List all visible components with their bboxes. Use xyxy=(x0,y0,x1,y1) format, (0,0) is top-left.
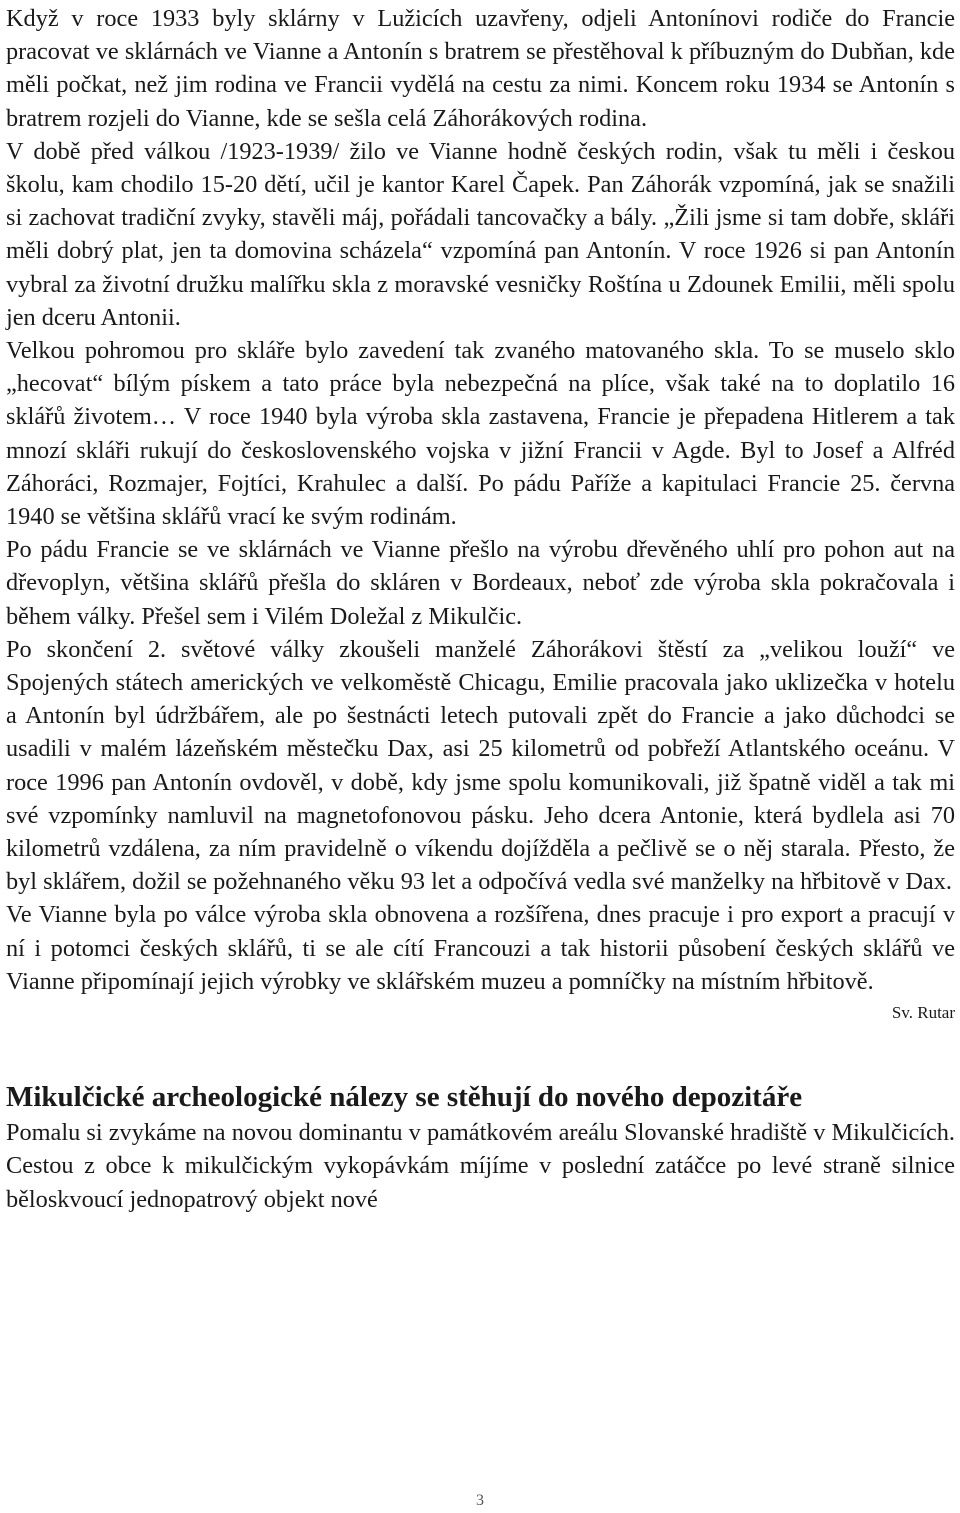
author-signature: Sv. Rutar xyxy=(891,1003,955,1023)
paragraph-2: V době před válkou /1923-1939/ žilo ve Vianne hodně českých rodin, však tu měli i českou školu, kam chodilo 15-20 dětí, učil je kantor Karel Čapek. Pan Záhorák vzpomíná, jak se snažili si zachovat tradiční zvyky, stavěli máj, pořádali tancovačky a bály. „Žili jsme si tam dobře, skláři měli dobrý plat, jen ta domovina scházela“ vzpomíná pan Antonín. V roce 1926 si pan Antonín vybral za životní družku malířku skla z moravské vesničky Roštína u Zdounek Emilii, měli spolu jen dceru Antonii. xyxy=(6,137,955,331)
paragraph-1: Když v roce 1933 byly sklárny v Lužicích uzavřeny, odjeli Antonínovi rodiče do Francie pracovat ve sklárnách ve Vianne a Antonín s bratrem se přestěhoval k příbuzným do Dubňan, kde měli počkat, než jim rodina ve Francii vydělá na cestu za nimi. Koncem roku 1934 se Antonín s bratrem rozjeli do Vianne, kde se sešla celá Záhorákových rodina. xyxy=(6,5,955,132)
article-heading: Mikulčické archeologické nálezy se stěhují do nového depozitáře xyxy=(6,1081,803,1114)
paragraph-4: Po pádu Francie se ve sklárnách ve Vianne přešlo na výrobu dřevěného uhlí pro pohon aut na dřevoplyn, většina sklářů přešla do skláren v Bordeaux, neboť zde výroba skla pokračovala i během války. Přešel sem i Vilém Doležal z Mikulčic. xyxy=(6,536,955,630)
paragraph-3: Velkou pohromou pro skláře bylo zavedení tak zvaného matovaného skla. To se muselo sklo „hecovat“ bílým pískem a tato práce byla nebezpečná na plíce, však také na to doplatilo 16 sklářů životem… V roce 1940 byla výroba skla zastavena, Francie je přepadena Hitlerem a tak mnozí skláři rukují do československého vojska v jižní Francii v Agde. Byl to Josef a Alfréd Záhoráci, Rozmajer, Fojtíci, Krahulec a další. Po pádu Paříže a kapitulaci Francie 25. června 1940 se většina sklářů vrací ke svým rodinám. xyxy=(6,337,955,531)
paragraph-6: Ve Vianne byla po válce výroba skla obnovena a rozšířena, dnes pracuje i pro export a pracují v ní i potomci českých sklářů, ti se ale cítí Francouzi a tak historii působení českých sklářů ve Vianne připomínají jejich výrobky ve sklářském muzeu a pomníčky na místním hřbitově. xyxy=(6,901,955,995)
page-number: 3 xyxy=(476,1492,484,1509)
document-page xyxy=(6,2,955,1216)
article-glassmakers xyxy=(6,2,955,1024)
article-depository xyxy=(6,1078,955,1216)
article-intro-paragraph: Pomalu si zvykáme na novou dominantu v památkovém areálu Slovanské hradiště v Mikulčicích. Cestou z obce k mikulčickým vykopávkám míjíme v poslední zatáčce po levé straně silnice běloskvoucí jednopatrový objekt nové xyxy=(6,1119,955,1213)
paragraph-5: Po skončení 2. světové války zkoušeli manželé Záhorákovi štěstí za „velikou louží“ ve Spojených státech amerických ve velkoměstě Chicagu, Emilie pracovala jako uklizečka v hotelu a Antonín byl údržbářem, ale po šestnácti letech putovali zpět do Francie a jako důchodci se usadili v malém lázeňském městečku Dax, asi 25 kilometrů od pobřeží Atlantského oceánu. V roce 1996 pan Antonín ovdověl, v době, kdy jsme spolu komunikovali, již špatně viděl a tak mi své vzpomínky namluvil na magnetofonovou pásku. Jeho dcera Antonie, která bydlela asi 70 kilometrů vzdálena, za ním pravidelně o víkendu dojížděla a pečlivě se o něj starala. Přesto, že byl sklářem, dožil se požehnaného věku 93 let a odpočívá vedla své manželky na hřbitově v Dax. xyxy=(6,635,955,896)
